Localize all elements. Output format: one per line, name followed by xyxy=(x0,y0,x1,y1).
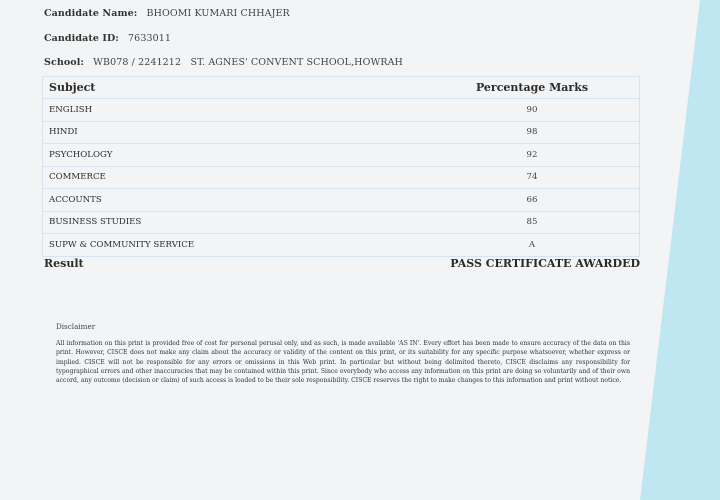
table-row xyxy=(43,99,640,122)
marks-cell: A xyxy=(425,234,640,257)
school-row xyxy=(44,57,403,68)
candidate-id: 7633011 xyxy=(128,33,172,44)
marks-cell: 92 xyxy=(425,144,640,167)
school-value: WB078 / 2241212 ST. AGNES' CONVENT SCHOOL,HOWRAH xyxy=(93,57,403,68)
school-label: School: xyxy=(44,57,85,68)
candidate-name-label: Candidate Name: xyxy=(44,8,138,19)
subject-cell: HINDI xyxy=(43,121,426,144)
candidate-name: BHOOMI KUMARI CHHAJER xyxy=(146,8,290,19)
marks-table xyxy=(42,76,640,257)
subject-cell: COMMERCE xyxy=(43,166,426,189)
disclaimer-text: All information on this print is provided free of cost for personal perusal only, and as such, is made available 'AS IN'. Every effort has been made to ensure accuracy of the data on this print. However, CISCE does not make any claim about the accuracy or validity of the content on this print, or its suitability for any specific purpose whatsoever, whether express or implied. CISCE will not be responsible for any errors or omissions in this Web print. In particular but without being delimited thereto, CISCE disclaims any responsibility for typographical errors and other inaccuracies that may be contained within this print. Since everybody who access any information on this print are doing so voluntarily and of their own accord, any outcome (decision or claim) of such access is loaded to be their sole responsibility. CISCE reserves the right to make changes to this information and print without notice. xyxy=(56,340,630,385)
marks-cell: 66 xyxy=(425,189,640,212)
candidate-name-row xyxy=(44,8,290,19)
subject-cell: ACCOUNTS xyxy=(43,189,426,212)
percentage-marks-header: Percentage Marks xyxy=(425,77,640,99)
subject-cell: BUSINESS STUDIES xyxy=(43,211,426,234)
table-row xyxy=(43,189,640,212)
marks-cell: 85 xyxy=(425,211,640,234)
table-row xyxy=(43,121,640,144)
table-row xyxy=(43,144,640,167)
table-row xyxy=(43,211,640,234)
result-label: Result xyxy=(44,257,84,270)
table-row xyxy=(43,234,640,257)
candidate-id-label: Candidate ID: xyxy=(44,33,119,44)
table-header-row xyxy=(43,77,640,99)
marks-cell: 74 xyxy=(425,166,640,189)
candidate-id-row xyxy=(44,33,171,44)
marks-cell: 90 xyxy=(425,99,640,122)
subject-cell: ENGLISH xyxy=(43,99,426,122)
marks-cell: 98 xyxy=(425,121,640,144)
subject-cell: PSYCHOLOGY xyxy=(43,144,426,167)
result-value: PASS CERTIFICATE AWARDED xyxy=(450,257,640,270)
disclaimer-title: Disclaimer xyxy=(56,322,96,331)
subject-header: Subject xyxy=(43,77,426,99)
table-row xyxy=(43,166,640,189)
subject-cell: SUPW & COMMUNITY SERVICE xyxy=(43,234,426,257)
